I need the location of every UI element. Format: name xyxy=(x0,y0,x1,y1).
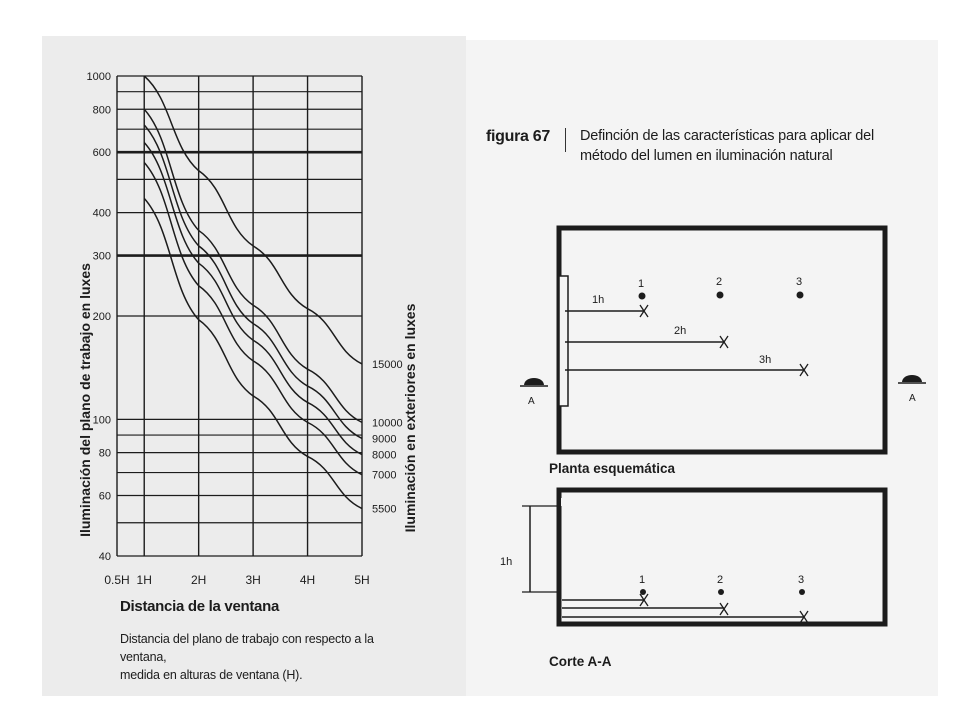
y-tick-label-300: 300 xyxy=(92,250,111,263)
series-label-9000: 9000 xyxy=(372,433,397,446)
x-axis-description xyxy=(120,630,410,684)
y-axis-label: Iluminación del plano de trabajo en luxes xyxy=(77,263,93,537)
y-tick-label-40: 40 xyxy=(98,551,111,563)
series-label-8000: 8000 xyxy=(372,449,397,462)
x-axis-title: Distancia de la ventana xyxy=(120,598,280,615)
plan-distance-label-1: 1h xyxy=(592,294,605,306)
y-tick-label-100: 100 xyxy=(92,414,111,427)
section-point-1-label: 1 xyxy=(639,574,646,586)
y-tick-label-800: 800 xyxy=(92,104,111,117)
y-tick-label-60: 60 xyxy=(98,490,111,503)
series-label-10000: 10000 xyxy=(372,417,403,430)
y2-axis-label: Iluminación en exteriores en luxes xyxy=(402,303,418,533)
x-axis-description-line1: Distancia del plano de trabajo con respecto a la ventana, xyxy=(120,632,374,664)
figure-title-line1: Definción de las características para aplicar del xyxy=(580,128,875,144)
series-label-5500: 5500 xyxy=(372,503,397,516)
chart-ticks xyxy=(87,71,403,587)
y-tick-label-400: 400 xyxy=(92,207,111,220)
section-caption: Corte A-A xyxy=(549,654,612,669)
x-tick-label-4H: 4H xyxy=(299,573,316,587)
x-tick-label-5H: 5H xyxy=(354,573,370,587)
y-tick-label-1000: 1000 xyxy=(86,71,111,83)
plan-point-2-label: 2 xyxy=(716,276,723,288)
figure-title-line2: método del lumen en iluminación natural xyxy=(580,148,833,164)
y-tick-label-80: 80 xyxy=(98,447,111,460)
section-point-2-label: 2 xyxy=(717,574,724,586)
x-axis-description-line2: medida en alturas de ventana (H). xyxy=(120,668,303,682)
y-tick-label-600: 600 xyxy=(92,147,111,160)
figure-number: figura 67 xyxy=(486,128,550,145)
section-marker-right-label: A xyxy=(909,393,916,404)
plan-point-1-label: 1 xyxy=(638,278,645,290)
section-marker-left-label: A xyxy=(528,396,535,407)
section-point-3-label: 3 xyxy=(798,574,805,586)
plan-distance-label-3: 3h xyxy=(759,354,772,366)
plan-caption: Planta esquemática xyxy=(549,461,676,476)
series-label-15000: 15000 xyxy=(372,358,403,371)
chart-grid xyxy=(117,76,362,556)
x-tick-label-0.5H: 0.5H xyxy=(104,573,130,587)
series-label-7000: 7000 xyxy=(372,469,397,482)
y-tick-label-200: 200 xyxy=(92,311,111,323)
x-tick-label-1H: 1H xyxy=(136,573,152,587)
x-tick-label-2H: 2H xyxy=(190,573,207,587)
x-tick-label-3H: 3H xyxy=(245,573,261,587)
section-window-height-label: 1h xyxy=(500,556,513,568)
plan-point-3-label: 3 xyxy=(796,276,803,288)
plan-distance-label-2: 2h xyxy=(674,325,687,337)
